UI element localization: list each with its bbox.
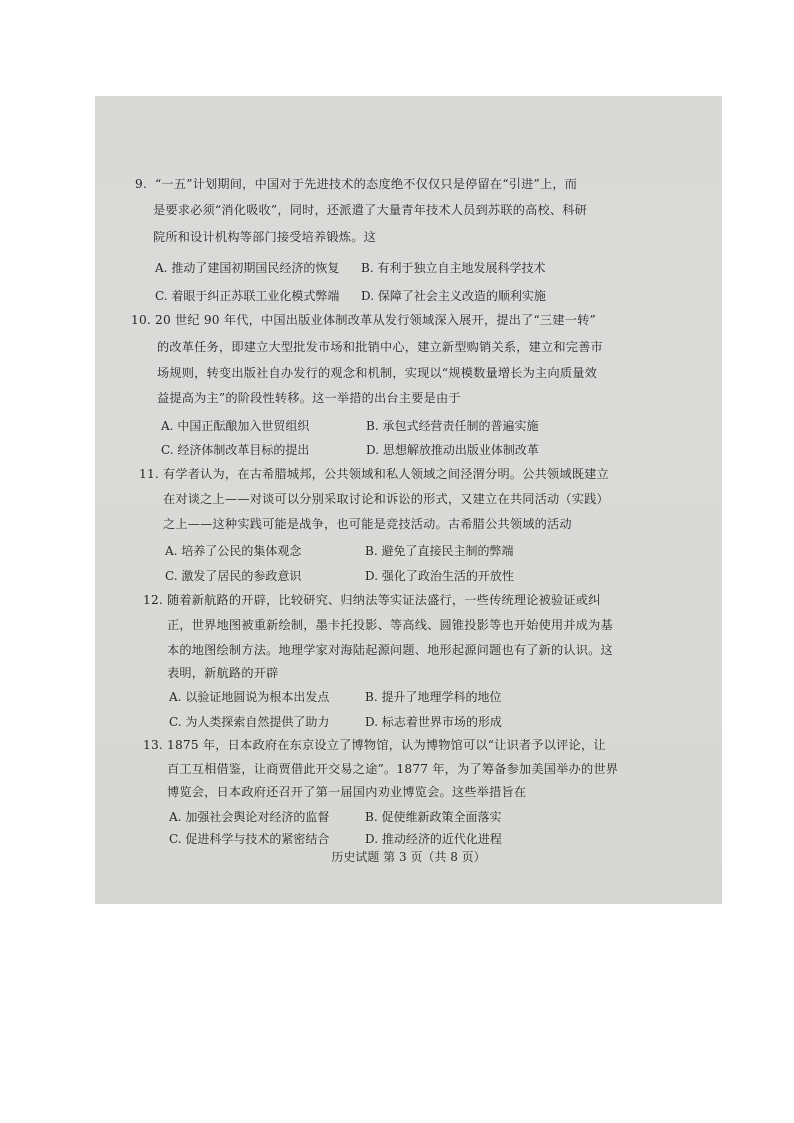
- option-c[interactable]: C. 激发了居民的参政意识: [165, 569, 302, 583]
- question-stem-line: 百工互相借鉴，让商贾借此开交易之途”。1877 年，为了筹备参加美国举办的世界: [167, 762, 619, 776]
- option-b[interactable]: B. 承包式经营责任制的普遍实施: [366, 419, 539, 433]
- question-number: 11.: [139, 467, 159, 481]
- question-stem-line: 20 世纪 90 年代，中国出版业体制改革从发行领域深入展开，提出了“三建一转”: [155, 313, 596, 327]
- question-stem-line: “一五”计划期间，中国对于先进技术的态度绝不仅仅只是停留在“引进”上，而: [155, 177, 578, 191]
- question-stem-line: 本的地图绘制方法。地理学家对海陆起源问题、地形起源问题也有了新的认识。这: [167, 643, 613, 657]
- option-d[interactable]: D. 思想解放推动出版业体制改革: [366, 443, 539, 457]
- option-a[interactable]: A. 以验证地圆说为根本出发点: [169, 690, 330, 704]
- question-number: 13.: [143, 738, 163, 752]
- option-a[interactable]: A. 中国正酝酿加入世贸组织: [161, 419, 310, 433]
- option-a[interactable]: A. 培养了公民的集体观念: [165, 544, 302, 558]
- question-stem-line: 在对谈之上——对谈可以分别采取讨论和诉讼的形式，又建立在共同活动（实践）: [163, 492, 609, 506]
- option-b[interactable]: B. 避免了直接民主制的弊端: [365, 544, 514, 558]
- question-stem-line: 是要求必须“消化吸收”，同时，还派遣了大量青年技术人员到苏联的高校、科研: [153, 203, 588, 217]
- question-stem-line: 益提高为主”的阶段性转移。这一举措的出台主要是由于: [157, 391, 461, 405]
- option-d[interactable]: D. 强化了政治生活的开放性: [365, 569, 514, 583]
- option-c[interactable]: C. 为人类探索自然提供了助力: [169, 715, 330, 729]
- page-footer: 历史试题 第 3 页（共 8 页）: [331, 850, 486, 864]
- option-c[interactable]: C. 经济体制改革目标的提出: [161, 443, 310, 457]
- question-stem-line: 的改革任务，即建立大型批发市场和批销中心，建立新型购销关系，建立和完善市: [157, 340, 603, 354]
- question-stem-line: 正，世界地图被重新绘制，墨卡托投影、等高线、圆锥投影等也开始使用并成为基: [167, 618, 613, 632]
- question-number: 10.: [131, 313, 151, 327]
- option-a[interactable]: A. 加强社会舆论对经济的监督: [169, 810, 330, 824]
- question-number: 9.: [135, 177, 148, 191]
- option-c[interactable]: C. 着眼于纠正苏联工业化模式弊端: [155, 289, 340, 303]
- option-b[interactable]: B. 促使维新政策全面落实: [365, 810, 502, 824]
- option-d[interactable]: D. 标志着世界市场的形成: [365, 715, 502, 729]
- photographed-page: [95, 96, 722, 904]
- question-stem-line: 随着新航路的开辟，比较研究、归纳法等实证法盛行，一些传统理论被验证或纠: [167, 593, 601, 607]
- exam-page: [95, 96, 722, 904]
- option-a[interactable]: A. 推动了建国初期国民经济的恢复: [155, 261, 340, 275]
- option-b[interactable]: B. 有利于独立自主地发展科学技术: [361, 261, 546, 275]
- question-stem-line: 场规则，转变出版社自办发行的观念和机制，实现以“规模数量增长为主向质量效: [157, 366, 597, 380]
- option-b[interactable]: B. 提升了地理学科的地位: [365, 690, 502, 704]
- question-stem-line: 院所和设计机构等部门接受培养锻炼。这: [153, 230, 376, 244]
- question-number: 12.: [143, 593, 163, 607]
- question-stem-line: 博览会，日本政府还召开了第一届国内劝业博览会。这些举措旨在: [167, 785, 527, 799]
- question-stem-line: 之上——这种实践可能是战争，也可能是竞技活动。古希腊公共领域的活动: [163, 517, 572, 531]
- question-stem-line: 1875 年，日本政府在东京设立了博物馆，认为博物馆可以“让识者予以评论，让: [167, 738, 606, 752]
- question-stem-line: 有学者认为，在古希腊城邦，公共领域和私人领域之间泾渭分明。公共领域既建立: [163, 467, 609, 481]
- option-d[interactable]: D. 推动经济的近代化进程: [365, 832, 502, 846]
- option-d[interactable]: D. 保障了社会主义改造的顺利实施: [361, 289, 546, 303]
- question-stem-line: 表明，新航路的开辟: [167, 666, 279, 680]
- option-c[interactable]: C. 促进科学与技术的紧密结合: [169, 832, 330, 846]
